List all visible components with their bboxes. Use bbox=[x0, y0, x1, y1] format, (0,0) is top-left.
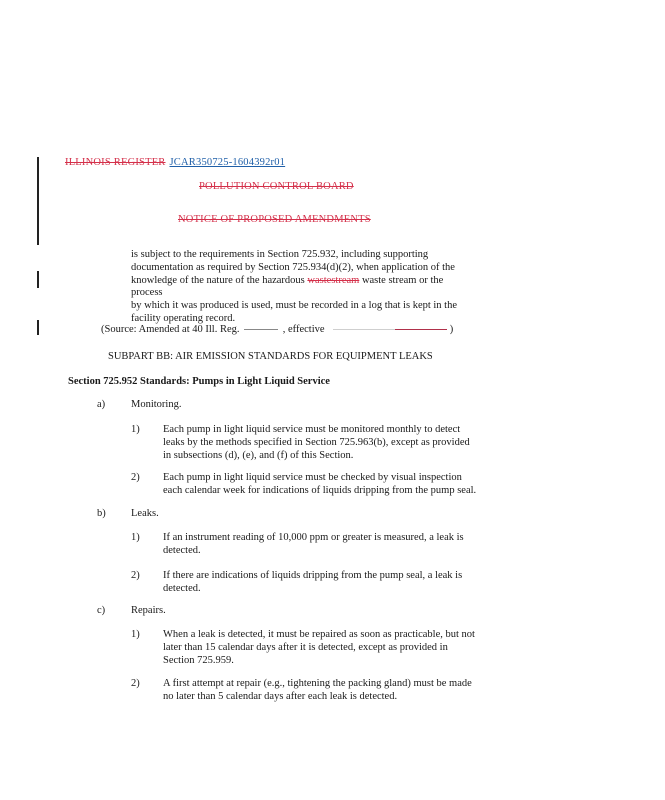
register-inserted: JCAR350725-1604392r01 bbox=[169, 157, 286, 168]
intro-paragraph bbox=[131, 249, 471, 326]
item-number: 2) bbox=[131, 472, 140, 483]
subsection-title: Monitoring. bbox=[131, 399, 182, 410]
item-number: 1) bbox=[131, 424, 140, 435]
subsection-label: b) bbox=[97, 508, 106, 519]
blank-date-b bbox=[395, 329, 447, 330]
intro-line: knowledge of the nature of the hazardous wastestream waste stream or the process bbox=[131, 274, 444, 299]
register-struck: ILLINOIS REGISTER bbox=[65, 157, 166, 168]
subsection-label: c) bbox=[97, 605, 106, 616]
item-text: When a leak is detected, it must be repaired as soon as practicable, but not later than 15 calendar days after it is detected, except as provided in Section 725.959. bbox=[163, 629, 475, 666]
item-text: If there are indications of liquids dripping from the pump seal, a leak is detected. bbox=[163, 570, 463, 594]
item-text: If an instrument reading of 10,000 ppm or greater is measured, a leak is detected. bbox=[163, 532, 464, 556]
intro-line: by which it was produced is used, must be recorded in a log that is kept in the bbox=[131, 300, 458, 312]
item-number: 1) bbox=[131, 532, 140, 543]
source-middle: , effective bbox=[282, 324, 325, 335]
source-note bbox=[101, 323, 453, 336]
item-text: Each pump in light liquid service must be monitored monthly to detect leaks by the methods specified in Section 725.963(b), except as provided in subsections (d), (e), and (f) of this Section. bbox=[163, 424, 470, 461]
register-header bbox=[65, 157, 285, 168]
intro-line: documentation as required by Section 725.934(d)(2), when application of the bbox=[131, 261, 455, 273]
source-prefix: (Source: Amended at 40 Ill. Reg. bbox=[101, 324, 240, 335]
board-name: POLLUTION CONTROL BOARD bbox=[199, 181, 354, 192]
notice-title: NOTICE OF PROPOSED AMENDMENTS bbox=[178, 214, 371, 225]
item-number: 1) bbox=[131, 629, 140, 640]
subsection-label: a) bbox=[97, 399, 106, 410]
blank-volume bbox=[244, 329, 278, 330]
item-text: Each pump in light liquid service must be checked by visual inspection each calendar week for indications of liquids dripping from the pump seal. bbox=[163, 472, 477, 496]
intro-line: is subject to the requirements in Section 725.932, including supporting bbox=[131, 249, 429, 260]
item-text: A first attempt at repair (e.g., tightening the packing gland) must be made no later than 5 calendar days after each leak is detected. bbox=[163, 678, 472, 702]
subpart-heading: SUBPART BB: AIR EMISSION STANDARDS FOR EQUIPMENT LEAKS bbox=[108, 351, 433, 362]
change-bar-intro bbox=[37, 271, 39, 288]
blank-date-a bbox=[333, 329, 395, 330]
deleted-word: wastestream bbox=[307, 274, 360, 286]
subsection-title: Leaks. bbox=[131, 508, 159, 519]
source-suffix: ) bbox=[449, 324, 454, 335]
subsection-title: Repairs. bbox=[131, 605, 166, 616]
item-number: 2) bbox=[131, 570, 140, 581]
item-number: 2) bbox=[131, 678, 140, 689]
change-bar-header bbox=[37, 157, 39, 245]
change-bar-source bbox=[37, 320, 39, 335]
section-title: Section 725.952 Standards: Pumps in Light Liquid Service bbox=[68, 376, 330, 387]
intro-line: facility operating record. bbox=[131, 312, 236, 324]
